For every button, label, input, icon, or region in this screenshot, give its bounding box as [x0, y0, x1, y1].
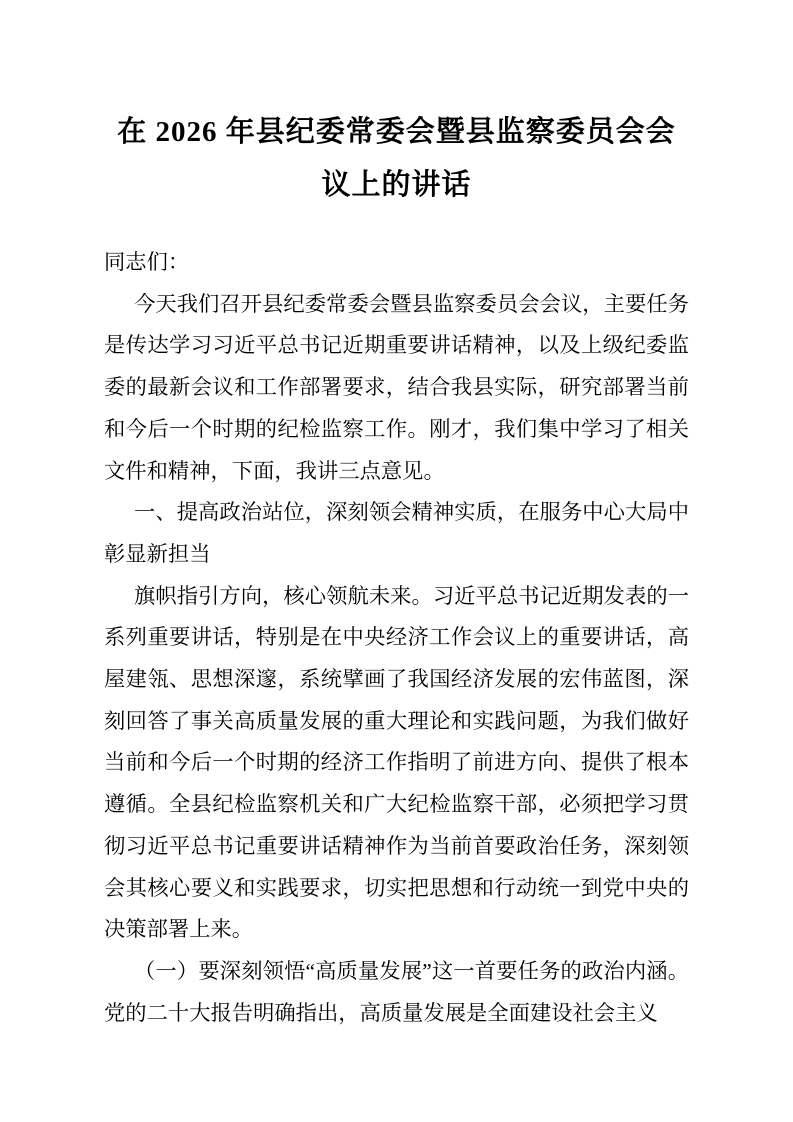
document-content: [104, 0, 689, 1034]
document-title: [104, 106, 689, 212]
document-body: [104, 242, 689, 1034]
salutation: 同志们：: [104, 250, 190, 274]
section-heading-1: 一、提高政治站位，深刻领会精神实质，在服务中心大局中彰显新担当: [104, 500, 689, 566]
paragraph-intro: 今天我们召开县纪委常委会暨县监察委员会会议，主要任务是传达学习习近平总书记近期重要讲话精神，以及上级纪委监委的最新会议和工作部署要求，结合我县实际，研究部署当前和今后一个时期的纪检监察工作。刚才，我们集中学习了相关文件和精神，下面，我讲三点意见。: [104, 291, 689, 483]
paragraph-section-1-body: 旗帜指引方向，核心领航未来。习近平总书记近期发表的一系列重要讲话，特别是在中央经济工作会议上的重要讲话，高屋建瓴、思想深邃，系统擘画了我国经济发展的宏伟蓝图，深刻回答了事关高质量发展的重大理论和实践问题，为我们做好当前和今后一个时期的经济工作指明了前进方向、提供了根本遵循。全县纪检监察机关和广大纪检监察干部，必须把学习贯彻习近平总书记重要讲话精神作为当前首要政治任务，深刻领会其核心要义和实践要求，切实把思想和行动统一到党中央的决策部署上来。: [104, 583, 689, 942]
paragraph-subsection-1: （一）要深刻领悟“高质量发展”这一首要任务的政治内涵。党的二十大报告明确指出，高质量发展是全面建设社会主义: [104, 958, 689, 1025]
document-title-line-1: 在 2026 年县纪委常委会暨县监察委员会会: [117, 116, 676, 148]
document-title-line-2: 议上的讲话: [321, 169, 472, 201]
